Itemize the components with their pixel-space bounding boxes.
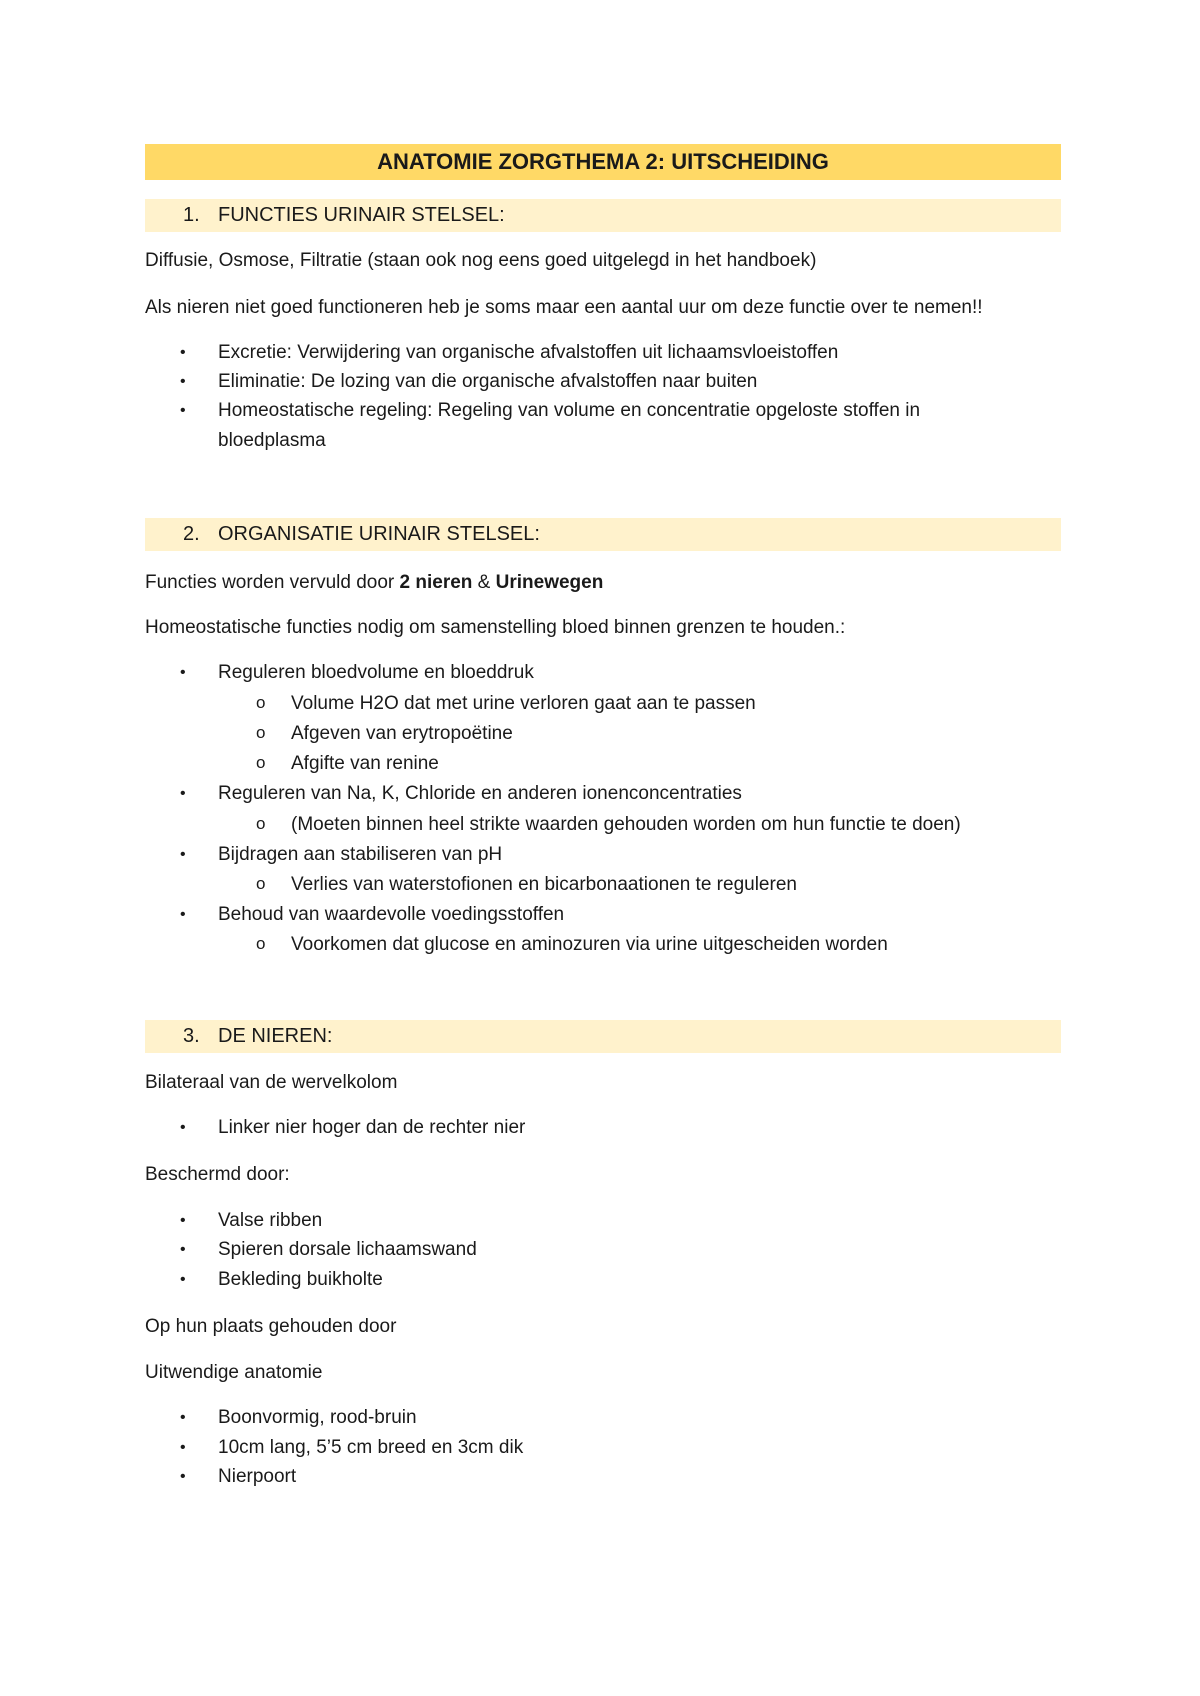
bullet-icon: • bbox=[180, 785, 186, 802]
list-item: Reguleren van Na, K, Chloride en anderen ionenconcentraties bbox=[218, 783, 742, 804]
paragraph-text: & bbox=[472, 572, 496, 593]
list-item: Homeostatische regeling: Regeling van volume en concentratie opgeloste stoffen in bbox=[218, 400, 921, 421]
paragraph: Bilateraal van de wervelkolom bbox=[145, 1072, 398, 1093]
list-item: Spieren dorsale lichaamswand bbox=[218, 1239, 477, 1260]
list-item: Excretie: Verwijdering van organische afvalstoffen uit lichaamsvloeistoffen bbox=[218, 342, 839, 363]
circle-bullet-icon: o bbox=[256, 693, 266, 712]
circle-bullet-icon: o bbox=[256, 874, 266, 893]
bullet-icon: • bbox=[180, 1241, 186, 1258]
section-title: DE NIEREN: bbox=[218, 1025, 333, 1047]
sub-list-item: Volume H2O dat met urine verloren gaat aan te passen bbox=[291, 693, 756, 714]
section-heading-2 bbox=[145, 518, 1061, 551]
bullet-icon: • bbox=[180, 1439, 186, 1456]
bullet-icon: • bbox=[180, 344, 186, 361]
section-number: 3. bbox=[183, 1025, 200, 1047]
paragraph: Op hun plaats gehouden door bbox=[145, 1316, 397, 1337]
bullet-icon: • bbox=[180, 1468, 186, 1485]
bullet-icon: • bbox=[180, 664, 186, 681]
list-item: Eliminatie: De lozing van die organische afvalstoffen naar buiten bbox=[218, 371, 758, 392]
list-item: 10cm lang, 5’5 cm breed en 3cm dik bbox=[218, 1437, 524, 1458]
list-item: Behoud van waardevolle voedingsstoffen bbox=[218, 904, 565, 925]
bullet-icon: • bbox=[180, 1212, 186, 1229]
bullet-icon: • bbox=[180, 373, 186, 390]
sub-list-item: Afgeven van erytropoëtine bbox=[291, 723, 513, 744]
bullet-icon: • bbox=[180, 846, 186, 863]
circle-bullet-icon: o bbox=[256, 814, 266, 833]
list-item: Reguleren bloedvolume en bloeddruk bbox=[218, 662, 534, 683]
section-title: ORGANISATIE URINAIR STELSEL: bbox=[218, 523, 540, 545]
paragraph: Diffusie, Osmose, Filtratie (staan ook nog eens goed uitgelegd in het handboek) bbox=[145, 250, 817, 271]
circle-bullet-icon: o bbox=[256, 753, 266, 772]
bullet-icon: • bbox=[180, 1271, 186, 1288]
sub-list-item: Voorkomen dat glucose en aminozuren via urine uitgescheiden worden bbox=[291, 934, 888, 955]
document-title: ANATOMIE ZORGTHEMA 2: UITSCHEIDING bbox=[145, 144, 1061, 180]
list-item-continuation: bloedplasma bbox=[218, 430, 326, 451]
bullet-icon: • bbox=[180, 906, 186, 923]
list-item: Boonvormig, rood-bruin bbox=[218, 1407, 417, 1428]
circle-bullet-icon: o bbox=[256, 934, 266, 953]
paragraph bbox=[145, 572, 603, 594]
section-title: FUNCTIES URINAIR STELSEL: bbox=[218, 204, 505, 226]
section-number: 2. bbox=[183, 523, 200, 545]
list-item: Linker nier hoger dan de rechter nier bbox=[218, 1117, 526, 1138]
sub-list-item: Afgifte van renine bbox=[291, 753, 439, 774]
section-heading-3 bbox=[145, 1020, 1061, 1053]
list-item: Bijdragen aan stabiliseren van pH bbox=[218, 844, 503, 865]
section-number: 1. bbox=[183, 204, 200, 226]
list-item: Bekleding buikholte bbox=[218, 1269, 383, 1290]
sub-list-item: (Moeten binnen heel strikte waarden gehouden worden om hun functie te doen) bbox=[291, 814, 961, 835]
list-item: Nierpoort bbox=[218, 1466, 297, 1487]
bold-text: 2 nieren bbox=[399, 572, 473, 593]
paragraph: Homeostatische functies nodig om samenstelling bloed binnen grenzen te houden.: bbox=[145, 617, 846, 638]
paragraph: Uitwendige anatomie bbox=[145, 1362, 323, 1383]
bold-text: Urinewegen bbox=[495, 572, 604, 593]
paragraph: Beschermd door: bbox=[145, 1164, 290, 1185]
paragraph-text: Functies worden vervuld door bbox=[145, 572, 400, 593]
sub-list-item: Verlies van waterstofionen en bicarbonaationen te reguleren bbox=[291, 874, 797, 895]
list-item: Valse ribben bbox=[218, 1210, 323, 1231]
circle-bullet-icon: o bbox=[256, 723, 266, 742]
section-heading-1 bbox=[145, 199, 1061, 232]
bullet-icon: • bbox=[180, 402, 186, 419]
bullet-icon: • bbox=[180, 1409, 186, 1426]
paragraph: Als nieren niet goed functioneren heb je soms maar een aantal uur om deze functie over te nemen!! bbox=[145, 297, 983, 318]
bullet-icon: • bbox=[180, 1119, 186, 1136]
